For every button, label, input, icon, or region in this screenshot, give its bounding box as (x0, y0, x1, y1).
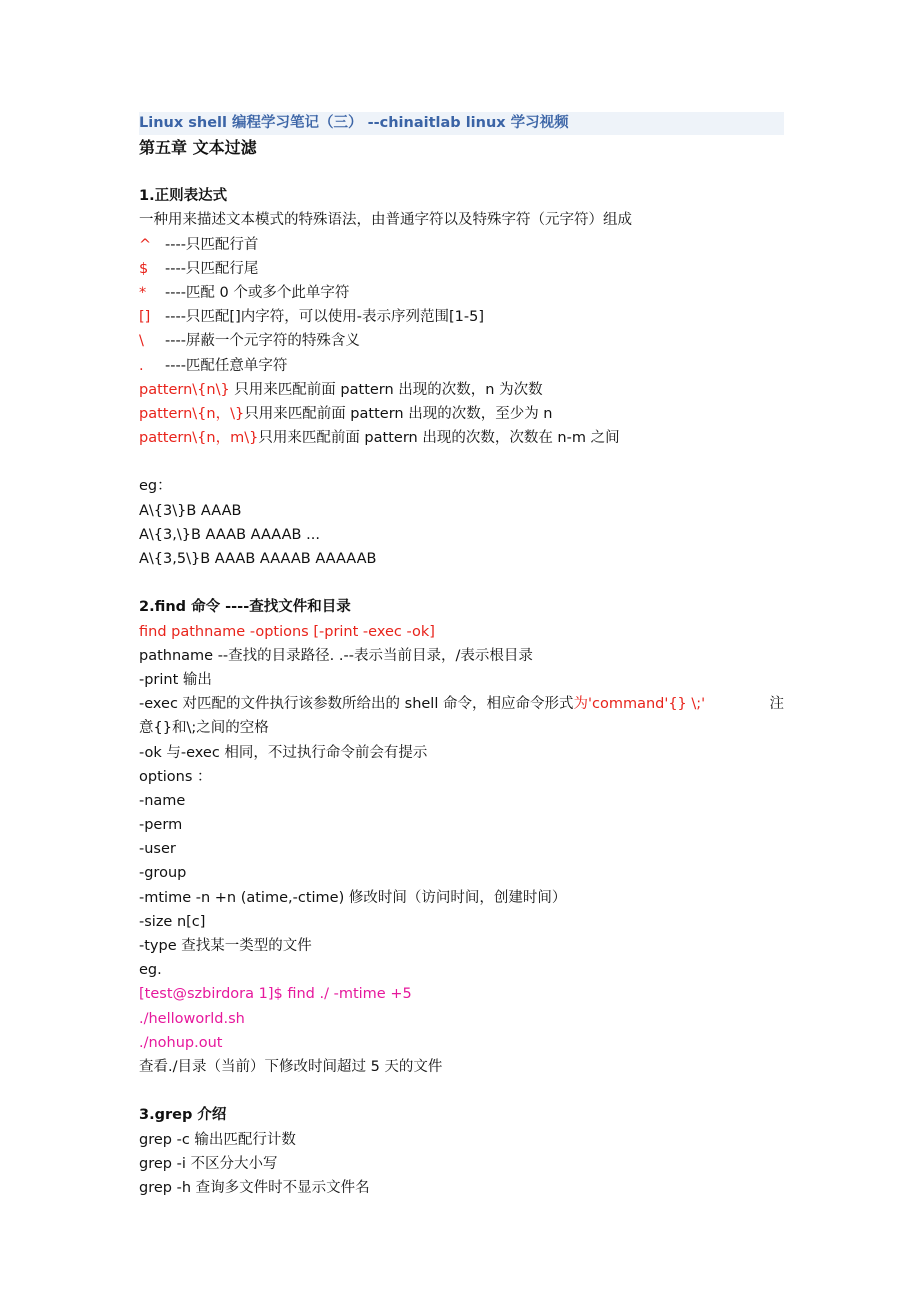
shell-line: ./helloworld.sh (139, 1010, 245, 1027)
grep-item: grep -c 输出匹配行计数 (139, 1131, 296, 1148)
rule-line: [] ----只匹配[]内字符，可以使用-表示序列范围[1-5] (139, 309, 484, 326)
mtime-desc: -mtime -n +n (atime,-ctime) 修改时间（访问时间，创建时间） (139, 889, 567, 906)
find-note: 查看./目录（当前）下修改时间超过 5 天的文件 (139, 1058, 443, 1075)
section-2-heading: 2.find 命令 ----查找文件和目录 (139, 599, 351, 616)
rule-line: * ----匹配 0 个或多个此单字符 (139, 284, 350, 301)
example-line: A\{3,5\}B AAAB AAAAB AAAAAB (139, 551, 377, 567)
size-desc: -size n[c] (139, 913, 206, 930)
ok-desc: -ok 与-exec 相同，不过执行命令前会有提示 (139, 744, 428, 761)
rule-line: ^ ----只匹配行首 (139, 236, 259, 253)
rule-line: $ ----只匹配行尾 (139, 260, 259, 277)
grep-item: grep -i 不区分大小写 (139, 1155, 278, 1172)
section-1-intro: 一种用来描述文本模式的特殊语法，由普通字符以及特殊字符（元字符）组成 (139, 212, 632, 229)
pattern-line: pattern\{n，\}只用来匹配前面 pattern 出现的次数，至少为 n (139, 405, 553, 422)
exec-desc-continued: 意{}和\;之间的空格 (139, 720, 269, 737)
option-item: -group (139, 865, 187, 882)
pathname-desc: pathname --查找的目录路径. .--表示当前目录，/表示根目录 (139, 647, 533, 664)
rule-line: . ----匹配任意单字符 (139, 357, 288, 374)
find-syntax: find pathname -options [-print -exec -ok] (139, 623, 435, 640)
shell-line: ./nohup.out (139, 1034, 223, 1051)
print-desc: -print 输出 (139, 671, 212, 688)
option-item: -perm (139, 817, 183, 834)
section-1-heading: 1.正则表达式 (139, 188, 228, 205)
exec-desc: -exec 对匹配的文件执行该参数所给出的 shell 命令，相应命令形式为'command'{} \;' 注 (139, 696, 784, 713)
chapter-heading: 第五章 文本过滤 (139, 138, 257, 157)
type-desc: -type 查找某一类型的文件 (139, 938, 312, 954)
grep-item: grep -h 查询多文件时不显示文件名 (139, 1179, 370, 1196)
section-3-heading: 3.grep 介绍 (139, 1107, 227, 1124)
rule-line: \ ----屏蔽一个元字符的特殊含义 (139, 333, 360, 350)
option-item: -user (139, 841, 176, 858)
pattern-line: pattern\{n\} 只用来匹配前面 pattern 出现的次数，n 为次数 (139, 381, 543, 398)
option-item: -name (139, 792, 186, 809)
eg-label: eg. (139, 962, 162, 979)
shell-line: [test@szbirdora 1]$ find ./ -mtime +5 (139, 986, 412, 1003)
pattern-line: pattern\{n，m\}只用来匹配前面 pattern 出现的次数，次数在 n-m 之间 (139, 430, 620, 447)
example-line: A\{3\}B AAAB (139, 502, 242, 519)
eg-label: eg： (139, 478, 172, 495)
options-label: options ： (139, 768, 212, 785)
example-line: A\{3,\}B AAAB AAAAB ... (139, 526, 320, 543)
document-title: Linux shell 编程学习笔记（三） --chinaitlab linux 学习视频 (139, 112, 784, 135)
document-page (139, 112, 784, 1200)
